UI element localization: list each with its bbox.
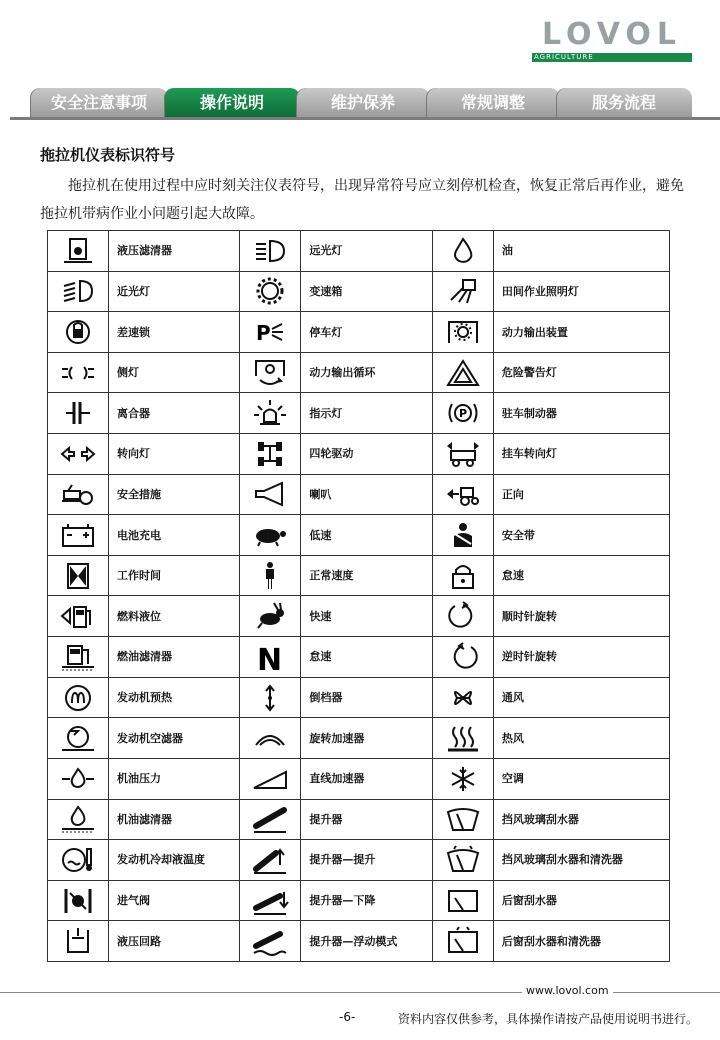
symbol-icon-cell (432, 758, 493, 799)
symbol-row (48, 921, 670, 962)
hourglass-icon (58, 561, 98, 591)
symbol-label: 后窗刮水器和清洗器 (493, 921, 669, 962)
symbol-label: 倒档器 (301, 677, 432, 718)
symbol-icon-cell (48, 555, 109, 596)
work-light-icon (443, 276, 483, 306)
ac-icon (443, 764, 483, 794)
symbol-label: 热风 (493, 718, 669, 759)
heat-icon (443, 723, 483, 753)
symbol-row (48, 474, 670, 515)
symbol-label: 挡风玻璃刮水器和清洗器 (493, 840, 669, 881)
symbol-row (48, 799, 670, 840)
symbol-label: 安全带 (493, 515, 669, 556)
symbol-row (48, 677, 670, 718)
symbol-icon-cell (432, 840, 493, 881)
logo-subtitle: AGRICULTURE (534, 53, 594, 61)
symbol-label: 机油滤清器 (109, 799, 240, 840)
intake-valve-icon (58, 886, 98, 916)
symbol-icon-cell (432, 677, 493, 718)
side-light-icon (58, 358, 98, 388)
symbol-label: 转向灯 (109, 434, 240, 475)
symbol-icon-cell (48, 637, 109, 678)
lock-icon (443, 561, 483, 591)
linear-accel-icon (250, 764, 290, 794)
symbol-icon-cell (240, 799, 301, 840)
symbol-label: 燃料液位 (109, 596, 240, 637)
symbol-icon-cell (48, 840, 109, 881)
symbol-icon-cell (240, 758, 301, 799)
symbol-icon-cell (240, 352, 301, 393)
nav-tabs (16, 88, 706, 118)
symbol-icon-cell (240, 718, 301, 759)
symbol-icon-cell (240, 474, 301, 515)
symbol-label: 离合器 (109, 393, 240, 434)
air-filter-icon (58, 723, 98, 753)
symbol-label: 液压回路 (109, 921, 240, 962)
symbol-icon-cell (240, 555, 301, 596)
page-number: -6- (339, 1010, 356, 1024)
symbol-row (48, 758, 670, 799)
rabbit-icon (250, 601, 290, 631)
symbol-icon-cell (240, 393, 301, 434)
symbol-icon-cell (48, 880, 109, 921)
symbol-icon-cell (240, 231, 301, 272)
fan-icon (443, 683, 483, 713)
symbol-row (48, 271, 670, 312)
symbol-label: 顺时针旋转 (493, 596, 669, 637)
lift-down-icon (250, 886, 290, 916)
svg-text:P: P (256, 321, 272, 346)
symbol-label: 四轮驱动 (301, 434, 432, 475)
symbol-label: 指示灯 (301, 393, 432, 434)
forward-icon (443, 479, 483, 509)
symbol-icon-cell (240, 921, 301, 962)
symbol-label: 怠速 (301, 637, 432, 678)
symbol-icon-cell (48, 231, 109, 272)
symbol-row (48, 231, 670, 272)
symbol-label: 空调 (493, 758, 669, 799)
diff-lock-icon (58, 317, 98, 347)
symbol-label: 变速箱 (301, 271, 432, 312)
hazard-icon (443, 358, 483, 388)
pto-icon (443, 317, 483, 347)
symbol-icon-cell (48, 921, 109, 962)
symbol-icon-cell (432, 271, 493, 312)
rear-wiper-icon (443, 886, 483, 916)
symbol-row (48, 880, 670, 921)
logo-text: LOVOL (541, 17, 683, 52)
symbol-icon-cell (432, 880, 493, 921)
clutch-icon (58, 398, 98, 428)
symbol-label: 发动机预热 (109, 677, 240, 718)
symbol-row (48, 718, 670, 759)
symbol-icon-cell (240, 312, 301, 353)
symbol-icon-cell (432, 799, 493, 840)
turtle-icon (250, 520, 290, 550)
svg-text:N: N (257, 642, 283, 672)
symbol-label: 快速 (301, 596, 432, 637)
symbol-label: 安全措施 (109, 474, 240, 515)
symbol-label: 喇叭 (301, 474, 432, 515)
symbol-label: 提升器—浮动模式 (301, 921, 432, 962)
low-beam-icon (58, 276, 98, 306)
symbol-icon-cell (48, 718, 109, 759)
symbol-label: 动力输出循环 (301, 352, 432, 393)
symbol-icon-cell (48, 352, 109, 393)
symbol-label: 提升器—提升 (301, 840, 432, 881)
footer-url[interactable]: www.lovol.com (522, 984, 613, 997)
symbol-icon-cell (48, 474, 109, 515)
footer-note: 资料内容仅供参考，具体操作请按产品使用说明书进行。 (398, 1012, 699, 1026)
symbol-row (48, 515, 670, 556)
lift-icon (250, 804, 290, 834)
symbol-label: 电池充电 (109, 515, 240, 556)
symbol-icon-cell (240, 596, 301, 637)
parking-light-icon (250, 317, 290, 347)
tab-safety[interactable]: 安全注意事项 (30, 88, 168, 118)
symbol-label: 提升器 (301, 799, 432, 840)
tab-service[interactable]: 服务流程 (556, 88, 692, 118)
symbol-label: 通风 (493, 677, 669, 718)
symbol-icon-cell (48, 596, 109, 637)
tab-adjustment[interactable]: 常规调整 (426, 88, 560, 118)
hydraulic-return-icon (58, 926, 98, 956)
symbol-icon-cell (432, 474, 493, 515)
symbol-label: 液压滤清器 (109, 231, 240, 272)
horn-icon (250, 479, 290, 509)
symbol-label: 远光灯 (301, 231, 432, 272)
symbol-label: 工作时间 (109, 555, 240, 596)
intro-paragraph: 拖拉机在使用过程中应时刻关注仪表符号，出现异常符号应立刻停机检查，恢复正常后再作业，避免拖拉机带病作业小问题引起大故障。 (40, 178, 684, 222)
symbol-icon-cell (48, 799, 109, 840)
symbol-label: 低速 (301, 515, 432, 556)
symbol-icon-cell (240, 434, 301, 475)
symbol-icon-cell (432, 231, 493, 272)
symbol-row (48, 596, 670, 637)
hydraulic-filter-icon (58, 236, 98, 266)
symbol-label: 怠速 (493, 555, 669, 596)
symbol-icon-cell (48, 758, 109, 799)
symbol-icon-cell (48, 434, 109, 475)
symbol-icon-cell (240, 271, 301, 312)
safety-icon (58, 479, 98, 509)
symbol-icon-cell (240, 840, 301, 881)
symbol-label: 正向 (493, 474, 669, 515)
counterclockwise-icon (443, 642, 483, 672)
symbol-label: 燃油滤清器 (109, 637, 240, 678)
symbol-icon-cell (48, 271, 109, 312)
coolant-temp-icon (58, 845, 98, 875)
oil-drop-icon (443, 236, 483, 266)
gearbox-icon (250, 276, 290, 306)
symbol-icon-cell (432, 352, 493, 393)
symbol-icon-cell (432, 637, 493, 678)
fuel-filter-icon (58, 642, 98, 672)
symbol-label: 侧灯 (109, 352, 240, 393)
symbol-label: 旋转加速器 (301, 718, 432, 759)
symbol-icon-cell (48, 393, 109, 434)
tab-operation[interactable]: 操作说明 (164, 88, 300, 118)
symbol-icon-cell (432, 596, 493, 637)
symbol-icon-cell (48, 515, 109, 556)
page-title: 拖拉机仪表标识符号 (40, 146, 176, 164)
symbol-label: 逆时针旋转 (493, 637, 669, 678)
symbol-label: 近光灯 (109, 271, 240, 312)
trailer-turn-icon (443, 439, 483, 469)
symbol-row (48, 434, 670, 475)
rear-wiper-washer-icon (443, 926, 483, 956)
rotary-accel-icon (250, 723, 290, 753)
symbol-icon-cell (432, 312, 493, 353)
symbol-icon-cell (240, 677, 301, 718)
battery-icon (58, 520, 98, 550)
symbol-label: 挡风玻璃刮水器 (493, 799, 669, 840)
neutral-icon (250, 642, 290, 672)
wiper-washer-icon (443, 845, 483, 875)
reverse-gear-icon (250, 683, 290, 713)
svg-text:P: P (458, 407, 467, 421)
symbol-icon-cell (432, 718, 493, 759)
fuel-level-icon (58, 601, 98, 631)
turn-signal-icon (58, 439, 98, 469)
preheat-icon (58, 683, 98, 713)
high-beam-icon (250, 236, 290, 266)
lovol-logo (528, 18, 696, 62)
walking-man-icon (250, 561, 290, 591)
oil-pressure-icon (58, 764, 98, 794)
parking-brake-icon (443, 398, 483, 428)
symbol-label: 发动机空滤器 (109, 718, 240, 759)
symbol-label: 挂车转向灯 (493, 434, 669, 475)
lift-up-icon (250, 845, 290, 875)
symbol-icon-cell (240, 637, 301, 678)
symbol-label: 发动机冷却液温度 (109, 840, 240, 881)
symbol-icon-cell (432, 515, 493, 556)
seat-belt-icon (443, 520, 483, 550)
symbol-row (48, 840, 670, 881)
symbol-label: 动力输出装置 (493, 312, 669, 353)
symbol-label: 危险警告灯 (493, 352, 669, 393)
oil-filter-icon (58, 804, 98, 834)
symbol-label: 停车灯 (301, 312, 432, 353)
symbol-row (48, 393, 670, 434)
tab-maintenance[interactable]: 维护保养 (296, 88, 430, 118)
symbol-label: 机油压力 (109, 758, 240, 799)
symbol-icon-cell (432, 393, 493, 434)
wiper-icon (443, 804, 483, 834)
symbol-icon-cell (432, 434, 493, 475)
pto-cycle-icon (250, 358, 290, 388)
symbol-icon-cell (240, 515, 301, 556)
symbol-label: 田间作业照明灯 (493, 271, 669, 312)
symbol-label: 提升器—下降 (301, 880, 432, 921)
lift-float-icon (250, 926, 290, 956)
symbol-table (47, 230, 670, 962)
symbol-row (48, 312, 670, 353)
symbol-icon-cell (432, 555, 493, 596)
symbol-label: 后窗刮水器 (493, 880, 669, 921)
symbol-row (48, 352, 670, 393)
symbol-icon-cell (240, 880, 301, 921)
tab-underline (10, 117, 720, 120)
symbol-label: 正常速度 (301, 555, 432, 596)
symbol-label: 驻车制动器 (493, 393, 669, 434)
symbol-label: 油 (493, 231, 669, 272)
symbol-icon-cell (48, 677, 109, 718)
symbol-label: 差速锁 (109, 312, 240, 353)
four-wheel-drive-icon (250, 439, 290, 469)
symbol-icon-cell (48, 312, 109, 353)
beacon-icon (250, 398, 290, 428)
symbol-row (48, 555, 670, 596)
symbol-row (48, 637, 670, 678)
symbol-label: 进气阀 (109, 880, 240, 921)
symbol-label: 直线加速器 (301, 758, 432, 799)
clockwise-icon (443, 601, 483, 631)
symbol-icon-cell (432, 921, 493, 962)
